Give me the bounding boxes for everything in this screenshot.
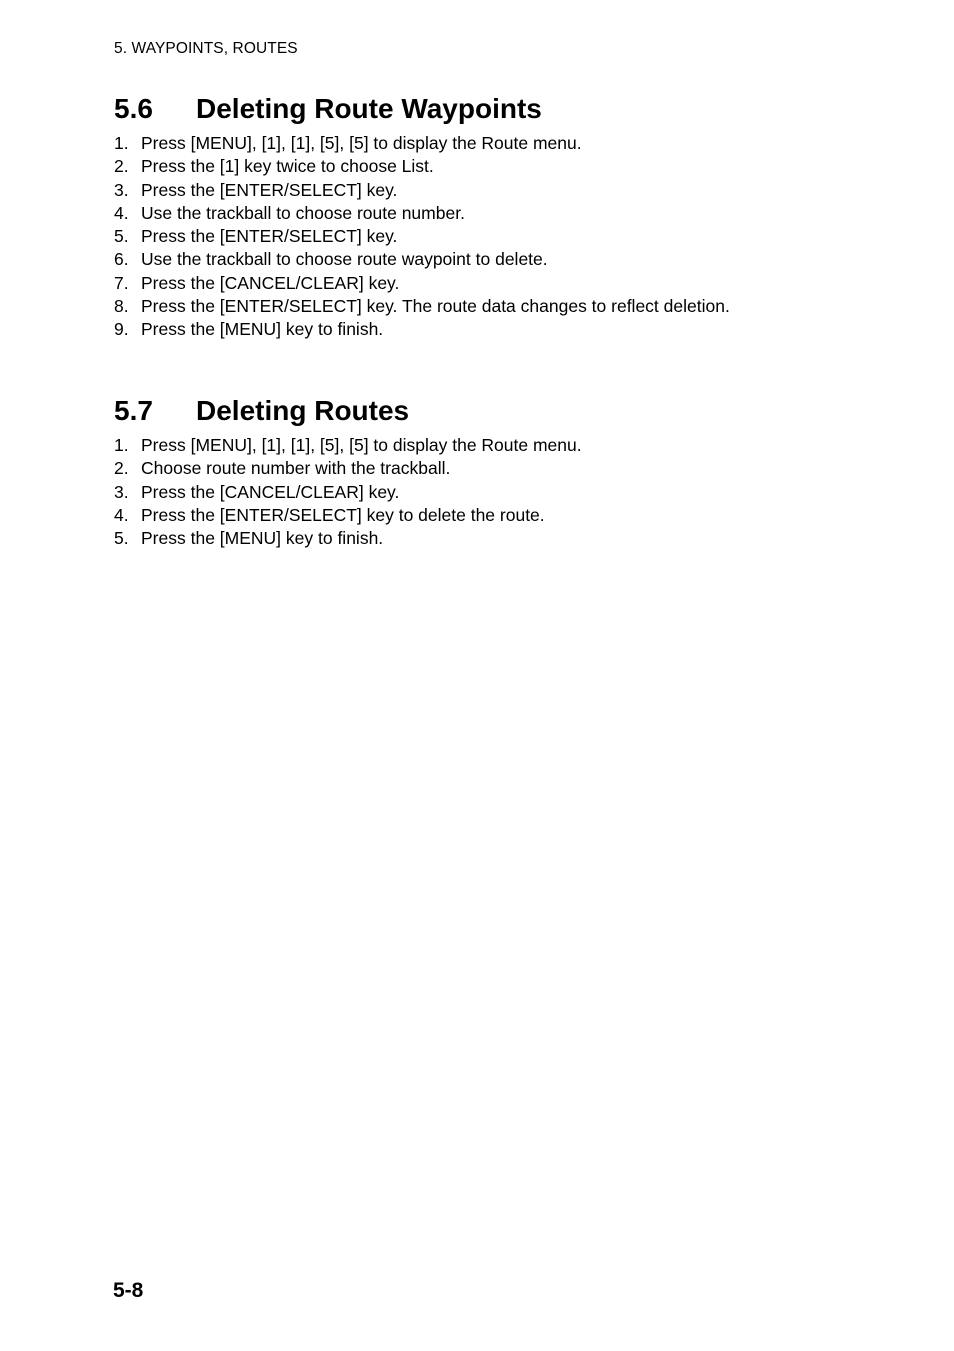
step-list: [114, 132, 874, 342]
step-number: 3.: [114, 481, 129, 502]
step-number: 2.: [114, 458, 129, 479]
list-item: [114, 504, 874, 527]
list-item: [114, 434, 874, 457]
section-number: 5.7: [114, 395, 153, 426]
section-heading: [114, 394, 874, 428]
step-text: Press the [MENU] key to finish.: [141, 319, 384, 340]
step-number: 5.: [114, 528, 129, 549]
section-deleting-route-waypoints: [114, 92, 874, 342]
step-text: Choose route number with the trackball.: [141, 458, 451, 479]
step-text: Use the trackball to choose route number.: [141, 202, 465, 223]
step-number: 8.: [114, 296, 129, 317]
section-title: Deleting Routes: [196, 395, 410, 426]
step-text: Press [MENU], [1], [1], [5], [5] to display the Route menu.: [141, 133, 582, 153]
step-text: Press the [CANCEL/CLEAR] key.: [141, 272, 400, 293]
step-text: Press the [1] key twice to choose List.: [141, 156, 434, 177]
step-number: 1.: [114, 435, 129, 455]
step-text: Press the [ENTER/SELECT] key. The route data changes to reflect deletion.: [141, 296, 730, 317]
step-number: 1.: [114, 133, 129, 153]
page-number: 5-8: [113, 1279, 144, 1302]
step-number: 7.: [114, 272, 129, 293]
step-text: Press the [MENU] key to finish.: [141, 528, 384, 549]
step-list: [114, 434, 874, 550]
list-item: [114, 225, 874, 248]
list-item: [114, 295, 874, 318]
step-text: Press the [ENTER/SELECT] key.: [141, 179, 398, 200]
step-text: Press the [ENTER/SELECT] key to delete the route.: [141, 504, 545, 525]
running-header: 5. WAYPOINTS, ROUTES: [114, 40, 298, 57]
step-number: 5.: [114, 226, 129, 247]
section-title: Deleting Route Waypoints: [196, 93, 542, 124]
list-item: [114, 527, 874, 550]
step-number: 9.: [114, 319, 129, 340]
step-number: 6.: [114, 249, 129, 270]
list-item: [114, 202, 874, 225]
section-deleting-routes: [114, 394, 874, 550]
section-heading: [114, 92, 874, 126]
step-number: 4.: [114, 202, 129, 223]
list-item: [114, 179, 874, 202]
list-item: [114, 155, 874, 178]
list-item: [114, 457, 874, 480]
step-number: 3.: [114, 179, 129, 200]
step-text: Press [MENU], [1], [1], [5], [5] to display the Route menu.: [141, 435, 582, 455]
list-item: [114, 132, 874, 155]
step-text: Press the [ENTER/SELECT] key.: [141, 226, 398, 247]
list-item: [114, 481, 874, 504]
step-number: 4.: [114, 504, 129, 525]
list-item: [114, 248, 874, 271]
list-item: [114, 318, 874, 341]
section-number: 5.6: [114, 93, 153, 124]
step-text: Press the [CANCEL/CLEAR] key.: [141, 481, 400, 502]
list-item: [114, 272, 874, 295]
step-number: 2.: [114, 156, 129, 177]
step-text: Use the trackball to choose route waypoint to delete.: [141, 249, 548, 270]
